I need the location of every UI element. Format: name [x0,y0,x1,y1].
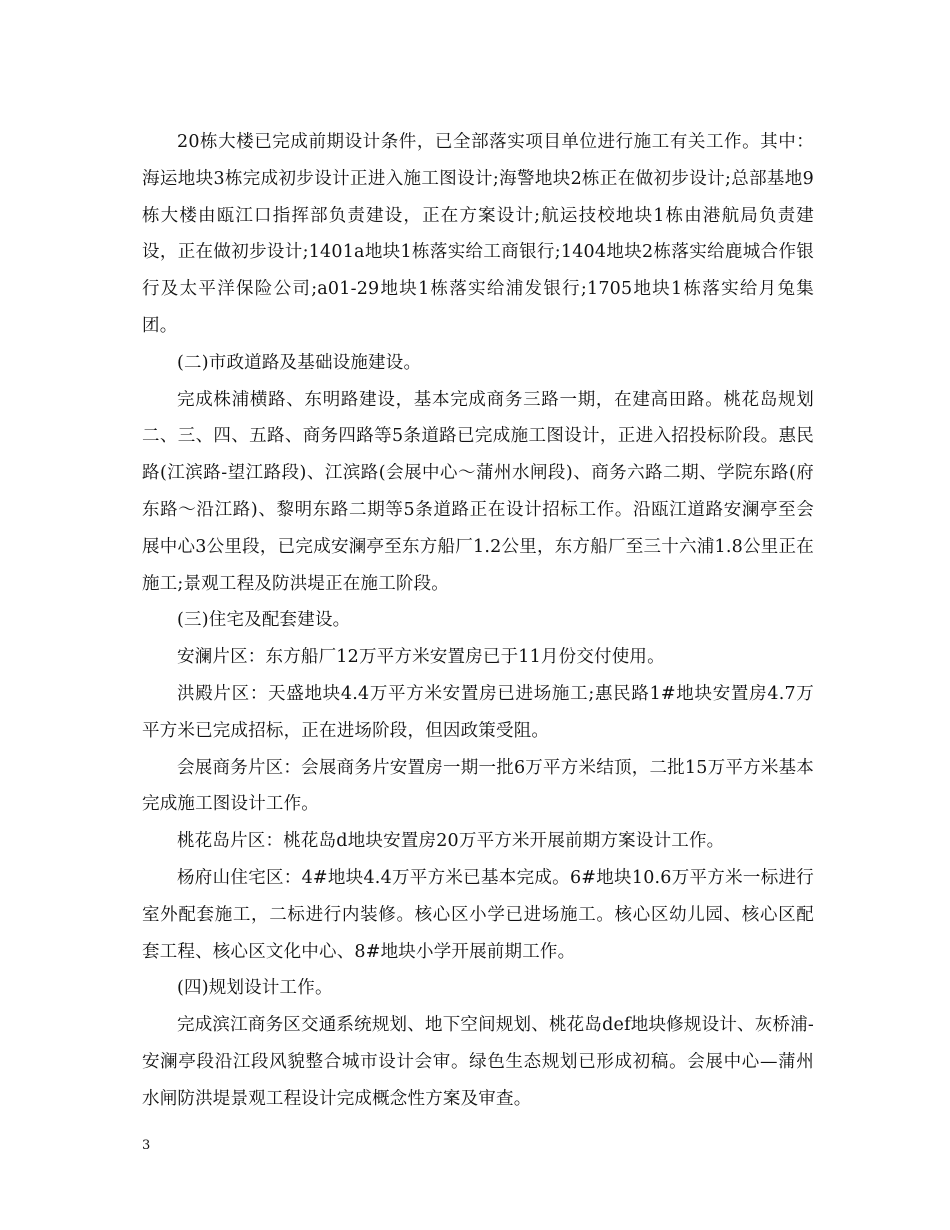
page-number: 3 [142,1138,151,1153]
paragraph-yangfushan-area: 杨府山住宅区：4#地块4.4万平方米已基本完成。6#地块10.6万平方米一标进行室外配套施工，二标进行内装修。核心区小学已进场施工。核心区幼儿园、核心区配套工程、核心区文化中心、8#地块小学开展前期工作。 [142,867,814,962]
paragraph-roads: 完成株浦横路、东明路建设，基本完成商务三路一期，在建高田路。桃花岛规划二、三、四、五路、商务四路等5条道路已完成施工图设计，正进入招投标阶段。惠民路(江滨路-望江路段)、江滨路(会展中心～蒲州水闸段)、商务六路二期、学院东路(府东路～沿江路)、黎明东路二期等5条道路正在设计招标工作。沿瓯江道路安澜亭至会展中心3公里段，已完成安澜亭至东方船厂1.2公里，东方船厂至三十六浦1.8公里正在施工;景观工程及防洪堤正在施工阶段。 [142,389,814,594]
paragraph-anlan-area: 安澜片区：东方船厂12万平方米安置房已于11月份交付使用。 [177,647,665,668]
paragraph-office-buildings: 20栋大楼已完成前期设计条件，已全部落实项目单位进行施工有关工作。其中：海运地块3栋完成初步设计正进入施工图设计;海警地块2栋正在做初步设计;总部基地9栋大楼由瓯江口指挥部负责建设，正在方案设计;航运技校地块1栋由港航局负责建设，正在做初步设计;1401a地块1栋落实给工商银行;1404地块2栋落实给鹿城合作银行及太平洋保险公司;a01-29地块1栋落实给浦发银行;1705地块1栋落实给月兔集团。 [142,132,814,336]
heading-planning-design: (四)规划设计工作。 [177,978,333,999]
paragraph-hongdian-area: 洪殿片区：天盛地块4.4万平方米安置房已进场施工;惠民路1#地块安置房4.7万平方米已完成招标，正在进场阶段，但因政策受阻。 [142,683,814,741]
paragraph-taohua-island-area: 桃花岛片区：桃花岛d地块安置房20万平方米开展前期方案设计工作。 [177,831,725,852]
paragraph-exhibition-business-area: 会展商务片区：会展商务片安置房一期一批6万平方米结顶，二批15万平方米基本完成施工图设计工作。 [142,757,814,815]
heading-municipal-roads: (二)市政道路及基础设施建设。 [177,352,422,373]
heading-housing: (三)住宅及配套建设。 [177,610,351,631]
paragraph-planning-design: 完成滨江商务区交通系统规划、地下空间规划、桃花岛def地块修规设计、灰桥浦-安澜亭段沿江段风貌整合城市设计会审。绿色生态规划已形成初稿。会展中心—蒲州水闸防洪堤景观工程设计完成概念性方案及审查。 [142,1015,814,1109]
body-text [142,124,814,1118]
